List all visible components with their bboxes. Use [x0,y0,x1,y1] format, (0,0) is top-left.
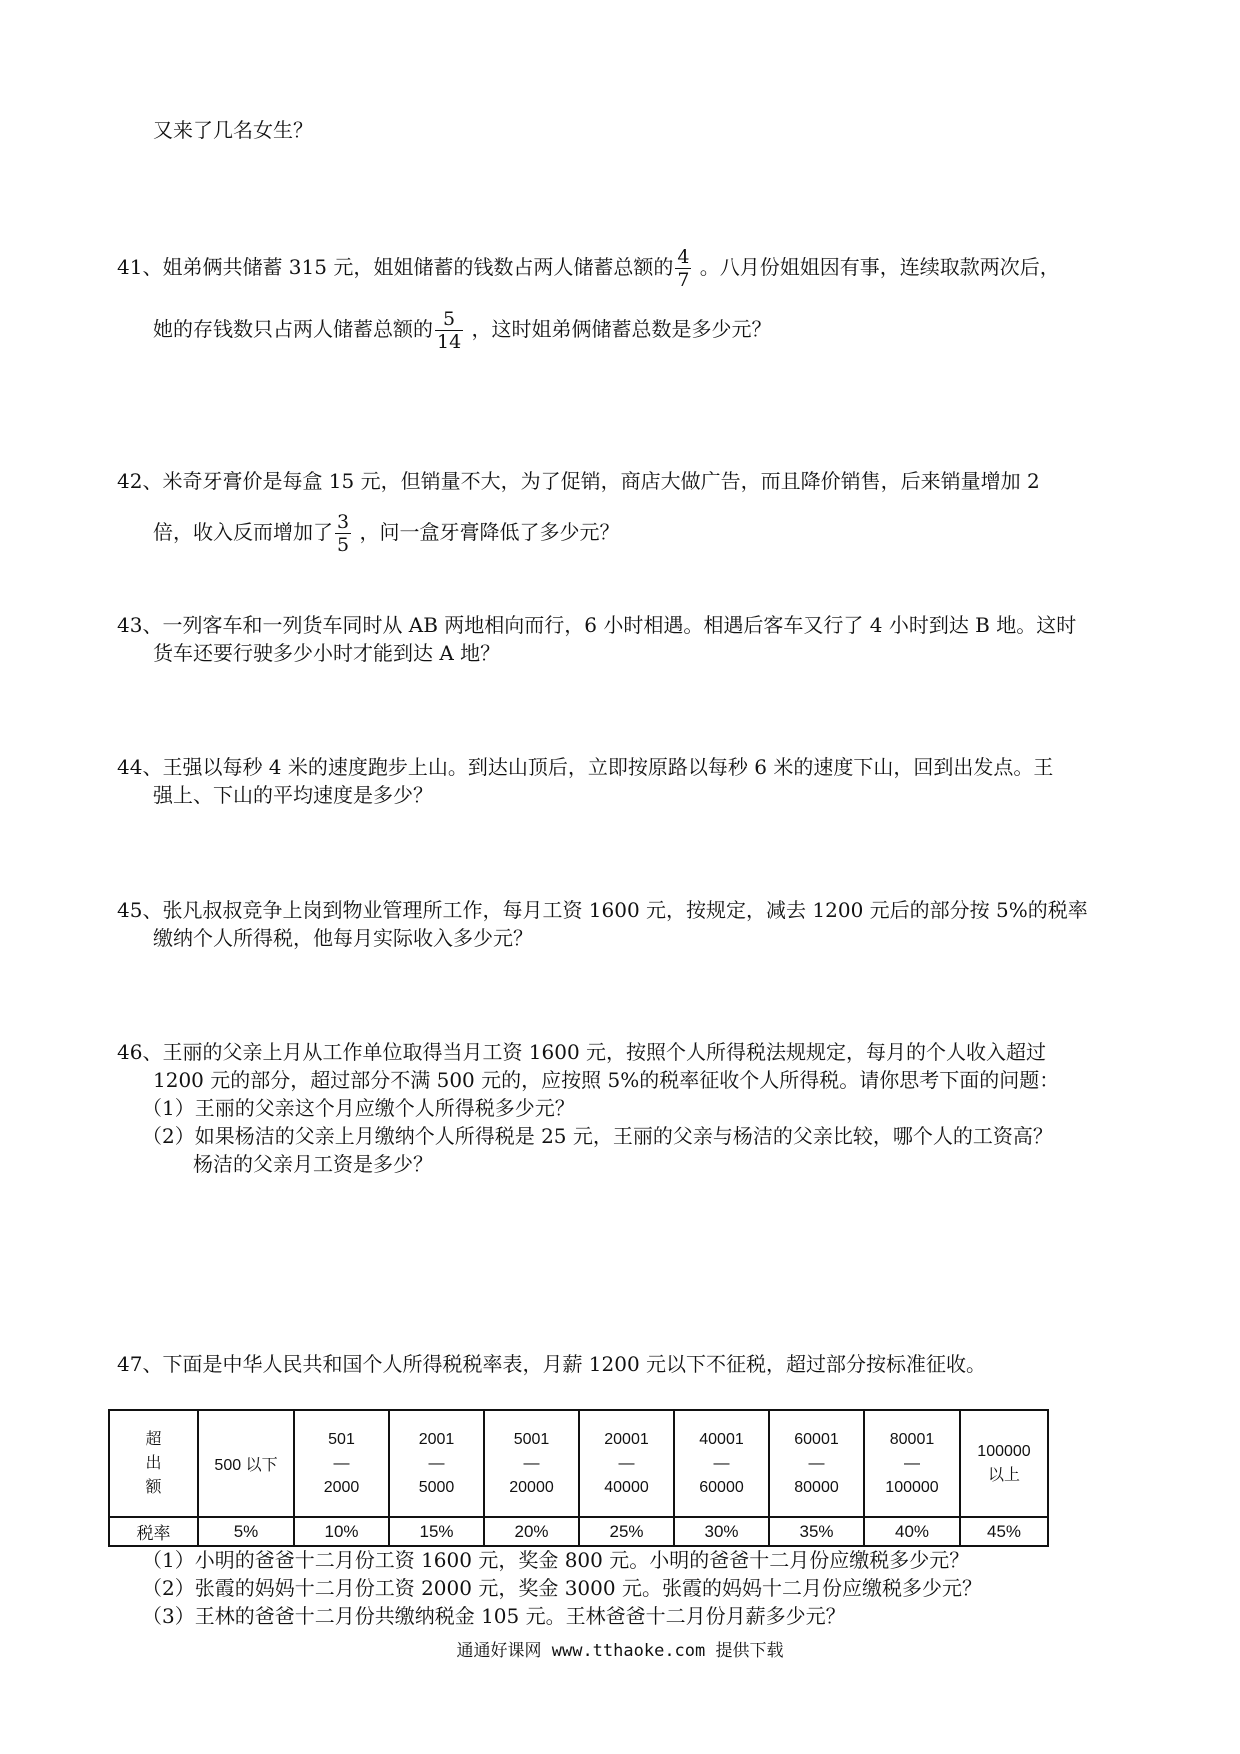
q42-fraction [335,511,351,556]
header-label-char: 超 [145,1430,162,1448]
bracket-to: 100000 [885,1478,939,1496]
q47-subq3: （3）王林的爸爸十二月份共缴纳税金 105 元。王林爸爸十二月份月薪多少元？ [142,1604,846,1628]
rate-cell: 35% [769,1517,864,1546]
bracket-to: 40000 [604,1478,649,1496]
bracket-cell [769,1410,864,1517]
tax-rate-table [108,1409,1049,1547]
bracket-from: 2001 [418,1430,455,1448]
header-label-char: 额 [145,1478,162,1496]
bracket-to: 以上 [987,1466,1020,1484]
bracket-cell [579,1410,674,1517]
q41-fraction-2 [435,308,463,353]
q41-text-a: 41、姐弟俩共储蓄 315 元，姐姐储蓄的钱数占两人储蓄总额的 [117,255,674,279]
rate-cell: 25% [579,1517,674,1546]
bracket-cell [484,1410,579,1517]
q45-line2: 缴纳个人所得税，他每月实际收入多少元？ [153,926,533,950]
bracket-cell [294,1410,389,1517]
bracket-to: 20000 [509,1478,554,1496]
q42-line1: 42、米奇牙膏价是每盒 15 元，但销量不大，为了促销，商店大做广告，而且降价销售，后来销量增加 2 [117,469,1040,493]
bracket-to: 80000 [794,1478,839,1496]
fraction-numerator: 4 [677,246,690,268]
q47-subq1: （1）小明的爸爸十二月份工资 1600 元，奖金 800 元。小明的爸爸十二月份应缴税多少元？ [142,1548,970,1572]
bracket-cell [960,1410,1048,1517]
q42-text-b: ，问一盒牙膏降低了多少元？ [353,520,620,544]
q42-line2 [153,511,619,556]
q46-line2: 1200 元的部分，超过部分不满 500 元的，应按照 5%的税率征收个人所得税。请你思考下面的问题： [153,1068,1060,1092]
fraction-denominator: 7 [677,269,690,291]
q41-line1 [117,246,1060,291]
bracket-cell [864,1410,960,1517]
fraction-denominator: 5 [337,534,350,556]
q41-text-b: 。八月份姐姐因有事，连续取款两次后， [693,255,1060,279]
q47-subq2: （2）张霞的妈妈十二月份工资 2000 元，奖金 3000 元。张霞的妈妈十二月份应缴税多少元？ [142,1576,982,1600]
bracket-from: 5001 [513,1430,550,1448]
bracket-to: 60000 [699,1478,744,1496]
q44-line2: 强上、下山的平均速度是多少？ [153,783,433,807]
q41-text-d: ，这时姐弟俩储蓄总数是多少元？ [465,317,772,341]
q41-line2 [153,308,772,353]
rate-cell: 45% [960,1517,1048,1546]
bracket-from: 40001 [699,1430,744,1448]
q46-subq2: （2）如果杨洁的父亲上月缴纳个人所得税是 25 元，王丽的父亲与杨洁的父亲比较，哪个人的工资高？ [142,1124,1053,1148]
q43-line1: 43、一列客车和一列货车同时从 AB 两地相向而行，6 小时相遇。相遇后客车又行了 4 小时到达 B 地。这时 [117,613,1077,637]
bracket-dash: — [713,1454,730,1472]
bracket-dash: — [618,1454,635,1472]
rate-cell: 40% [864,1517,960,1546]
table-row [109,1517,1048,1546]
q43-line2: 货车还要行驶多少小时才能到达 A 地？ [153,641,501,665]
rate-cell: 5% [198,1517,294,1546]
fraction-numerator: 3 [337,511,350,533]
header-label-cell [109,1410,198,1517]
q46-line1: 46、王丽的父亲上月从工作单位取得当月工资 1600 元，按照个人所得税法规规定，每月的个人收入超过 [117,1040,1047,1064]
page-footer: 通通好课网 www.tthaoke.com 提供下载 [456,1641,784,1661]
q41-fraction-1 [675,246,691,291]
bracket-to: 5000 [418,1478,455,1496]
bracket-dash: — [808,1454,825,1472]
rate-cell: 30% [674,1517,769,1546]
bracket-dash: — [333,1454,350,1472]
rate-label-cell: 税率 [109,1517,198,1546]
q41-text-c: 她的存钱数只占两人储蓄总额的 [153,317,433,341]
bracket-cell [674,1410,769,1517]
fraction-denominator: 14 [437,331,462,353]
rate-cell: 15% [389,1517,484,1546]
bracket-from: 60001 [794,1430,839,1448]
bracket-from: 100000 [977,1442,1031,1460]
bracket-from: 80001 [889,1430,935,1448]
bracket-dash: — [523,1454,540,1472]
q40-tail: 又来了几名女生？ [153,118,313,142]
q42-text-a: 倍，收入反而增加了 [153,520,333,544]
q46-subq2-cont: 杨洁的父亲月工资是多少？ [193,1152,433,1176]
bracket-to: 2000 [323,1478,360,1496]
fraction-numerator: 5 [443,308,456,330]
q45-line1: 45、张凡叔叔竞争上岗到物业管理所工作，每月工资 1600 元，按规定，减去 1200 元后的部分按 5%的税率 [117,898,1088,922]
q46-subq1: （1）王丽的父亲这个月应缴个人所得税多少元？ [142,1096,575,1120]
bracket-cell [198,1410,294,1517]
bracket-dash: — [904,1454,920,1472]
bracket-cell [389,1410,484,1517]
rate-cell: 20% [484,1517,579,1546]
header-label-char: 出 [145,1454,162,1472]
bracket-from: 501 [328,1430,355,1448]
bracket-text: 500 以下 [214,1457,278,1474]
rate-cell: 10% [294,1517,389,1546]
q44-line1: 44、王强以每秒 4 米的速度跑步上山。到达山顶后，立即按原路以每秒 6 米的速度下山，回到出发点。王 [117,755,1054,779]
bracket-from: 20001 [604,1430,649,1448]
table-row [109,1410,1048,1517]
q47-intro: 47、下面是中华人民共和国个人所得税税率表，月薪 1200 元以下不征税，超过部分按标准征收。 [117,1352,987,1376]
bracket-dash: — [428,1454,445,1472]
